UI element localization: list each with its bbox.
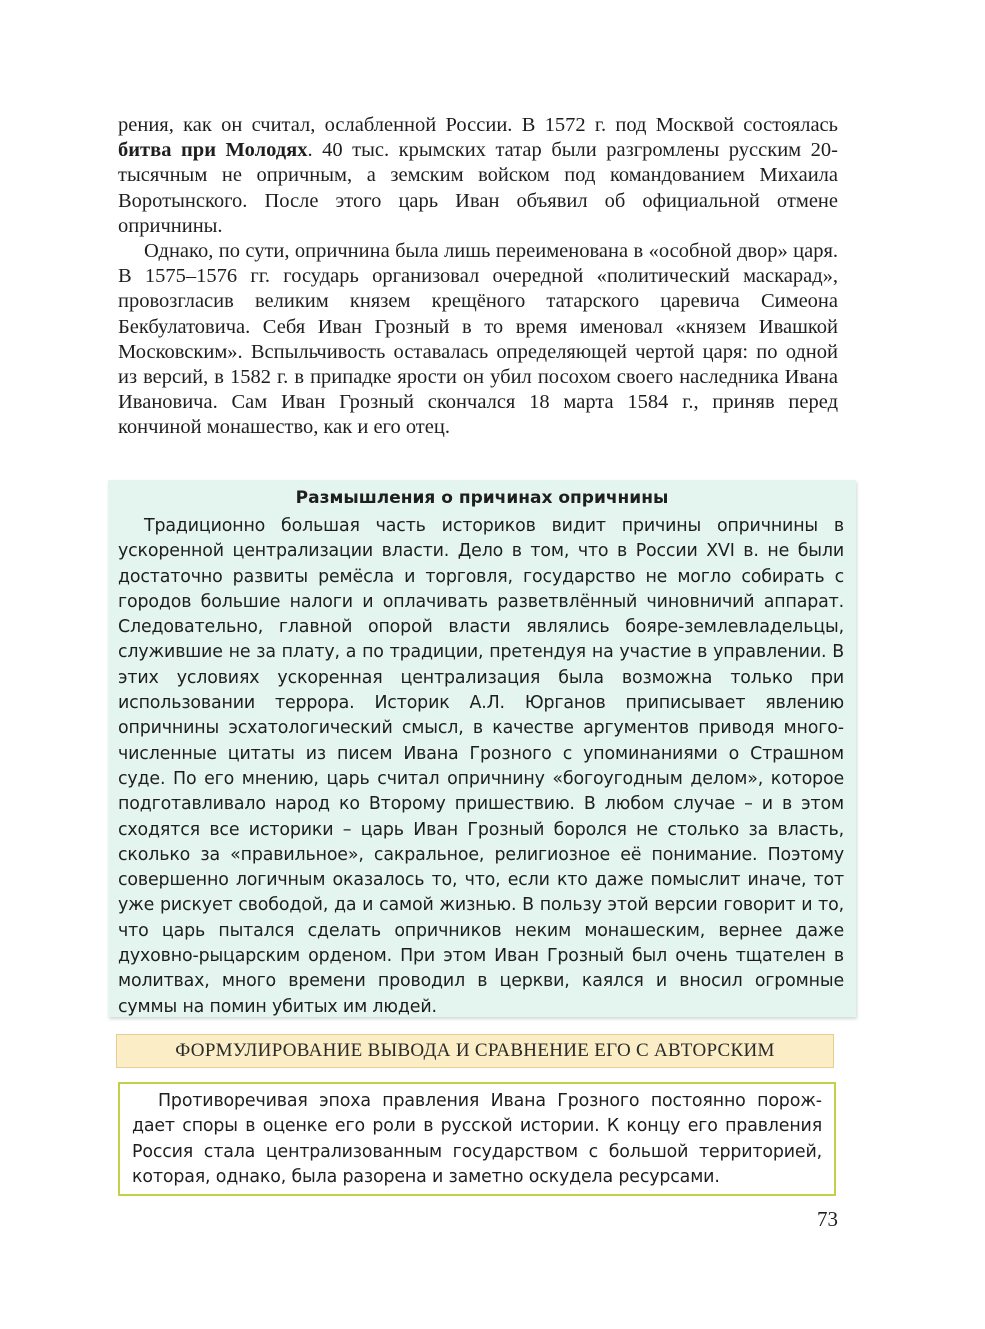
main-text <box>118 113 838 441</box>
conclusion-text: Противоречивая эпоха правления Ивана Грозного постоянно порождает споры в оценке его роли в русской истории. К концу его правления Россия стала централизованным государством с большой территорией, которая, однако, была разорена и заметно оскудела ресурсами. <box>132 1091 822 1187</box>
reflection-text: Традиционно большая часть историков видит причины опричнины в ускоренной централизации власти. Дело в том, что в России XVI в. не были достаточно развиты ремёсла и торговля, государство не могло собирать с городов большие налоги и оплачивать разветвлённый чиновничий аппарат. Следовательно, главной опорой власти являлись бояре-землевладельцы, служившие не за плату, а по традиции, претендуя на участие в управлении. В этих условиях ускоренная централизация была возможна только при использовании террора. Историк А.Л. Юрганов приписывает явлению опричнины эсхатологический смысл, в качестве аргументов приводя многочисленные цитаты из писем Ивана Грозного с упоминаниями о Страшном суде. По его мнению, царь считал опричнину «богоугодным делом», которое подготавливало народ ко Второму пришествию. В любом случае – и в этом сходятся все историки – царь Иван Грозный боролся не столько за власть, сколько за «правильное», сакральное, религиозное её понимание. Поэтому совершенно логичным оказалось то, что, если кто даже помыслит иначе, тот уже рискует свободой, да и самой жизнью. В пользу этой версии говорит и то, что царь пытался сделать опричников неким монашеским, вернее даже духовно-рыцарским орденом. При этом Иван Грозный был очень тщателен в молитвах, много времени проводил в церкви, каялся и вносил огромные суммы на помин убитых им людей. <box>118 516 844 1017</box>
conclusion-box <box>118 1082 836 1196</box>
paragraph-1-end: . 40 тыс. крымских татар были разгромлены русским 20-тысячным не опричным, а земским войском под командованием Михаила Воротынского. После этого царь Иван объявил об официальной отмене опричнины. <box>118 139 838 237</box>
paragraph-1 <box>118 113 838 239</box>
paragraph-1-start: рения, как он считал, ослабленной России. В 1572 г. под Москвой состоялась <box>118 114 838 136</box>
battle-term: битва при Молодях <box>118 139 308 162</box>
paragraph-2: Однако, по сути, опричнина была лишь переименована в «особной двор» царя. В 1575–1576 гг. государь организовал очередной «политический маскарад», провозгласив великим князем крещёного татарского царевича Симеона Бекбулатовича. Себя Иван Грозный в то время именовал «князем Ивашкой Московским». Вспыльчивость оставалась определяющей чертой царя: по одной из версий, в 1582 г. в припадке ярости он убил посохом своего наследника Ивана Ивановича. Сам Иван Грозный скончался 18 марта 1584 г., приняв перед кончиной монашество, как и его отец. <box>118 240 838 439</box>
section-heading: ФОРМУЛИРОВАНИЕ ВЫВОДА И СРАВНЕНИЕ ЕГО С АВТОРСКИМ <box>116 1034 834 1068</box>
reflection-box <box>108 480 856 1017</box>
reflection-title: Размышления о причинах опричнины <box>295 488 669 508</box>
page-number: 73 <box>817 1207 838 1231</box>
